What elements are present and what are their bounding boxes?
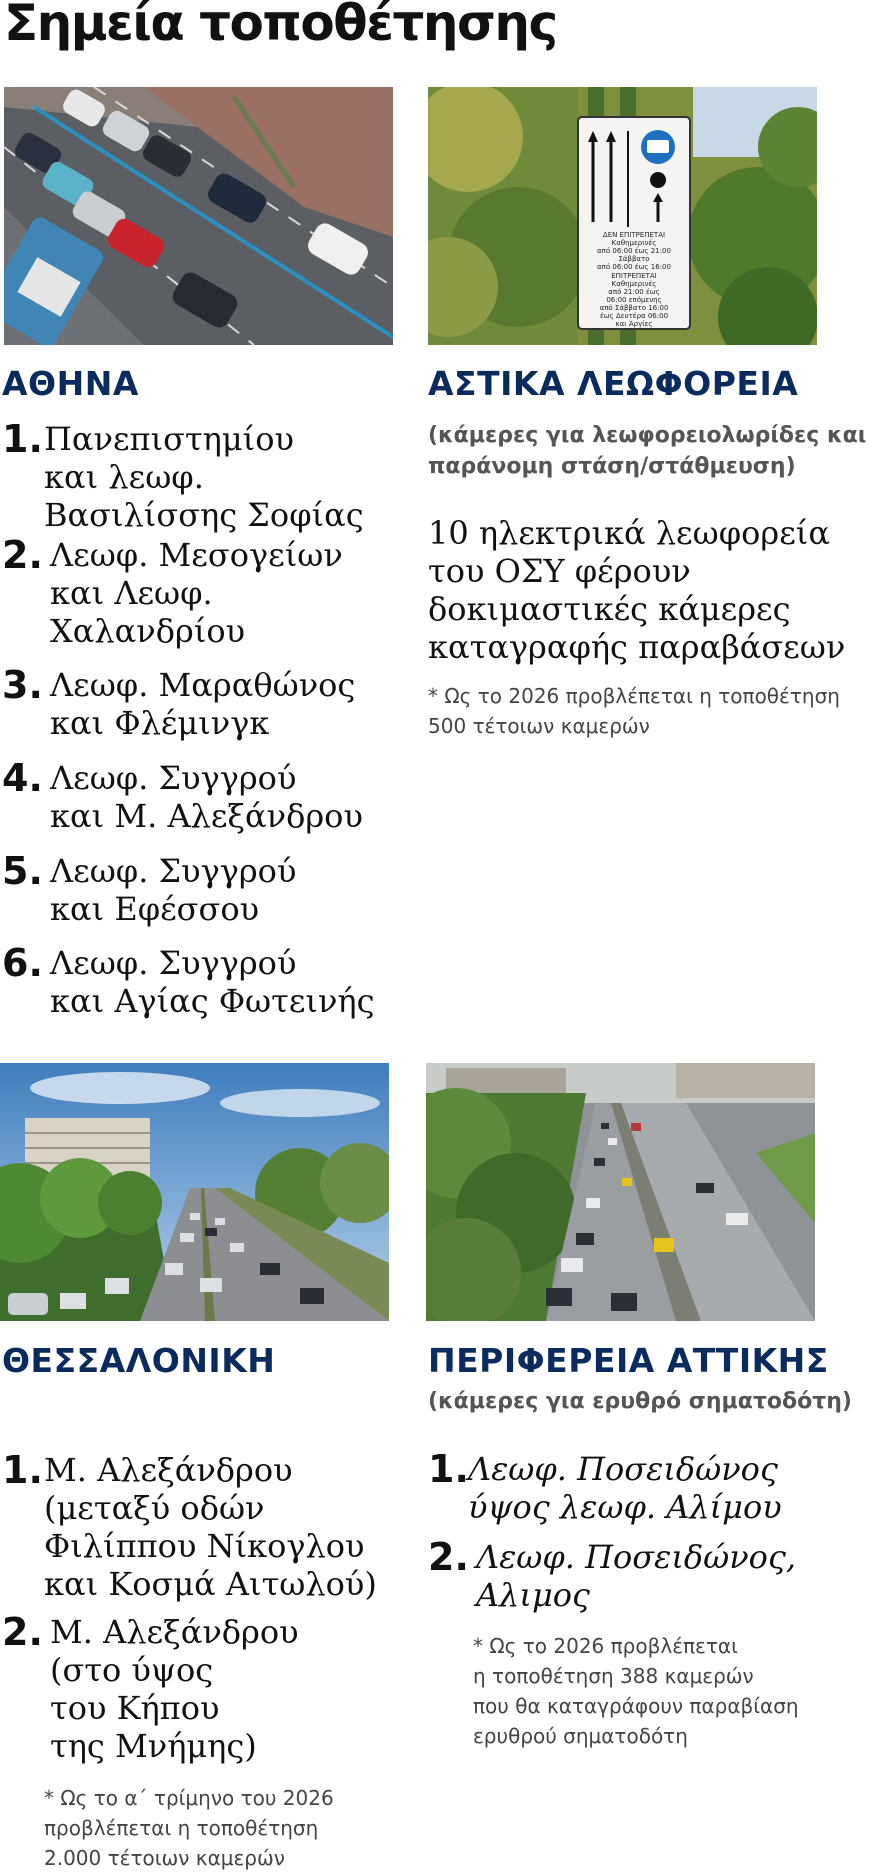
attica-heading: ΠΕΡΙΦΕΡΕΙΑ ΑΤΤΙΚΗΣ [428, 1341, 829, 1380]
sign-line-5: από 06:00 έως 16:00 [597, 263, 671, 271]
athens-item-4 [2, 756, 402, 852]
thessaloniki-list [2, 1448, 402, 1778]
athens-item-number: 6. [2, 941, 43, 985]
athens-item-number: 3. [2, 663, 43, 707]
thessaloniki-item-number: 2. [2, 1610, 43, 1654]
athens-item-text: Λεωφ. Συγγρού και Αγίας Φωτεινής [50, 944, 375, 1020]
athens-item-1 [2, 417, 402, 536]
sign-line-4: Σάββατο [618, 255, 650, 263]
athens-item-number: 4. [2, 756, 43, 800]
thessaloniki-item-text: Μ. Αλεξάνδρου (στο ύψος του Κήπου της Μνήμης) [50, 1613, 299, 1765]
athens-item-text: Λεωφ. Συγγρού και Μ. Αλεξάνδρου [50, 759, 363, 835]
attica-note: * Ως το 2026 προβλέπεται η τοποθέτηση 388 καμερών που θα καταγράφουν παραβίαση ερυθρού σηματοδότη [473, 1634, 799, 1748]
thessaloniki-note: * Ως το α΄ τρίμηνο του 2026 προβλέπεται η τοποθέτηση 2.000 τέτοιων καμερών [44, 1786, 334, 1870]
buses-subheading: (κάμερες για λεωφορειολωρίδες και παράνομη στάση/στάθμευση) [428, 423, 867, 479]
athens-item-text: Λεωφ. Μαραθώνος και Φλέμινγκ [50, 666, 356, 742]
sign-line-3: από 06:00 έως 21:00 [597, 247, 671, 255]
athens-item-3 [2, 663, 402, 759]
sign-line-2: Καθημερινές [611, 239, 657, 247]
sign-line-12: και Αργίες [615, 320, 653, 328]
attica-item-text: Λεωφ. Ποσειδώνος ύψος λεωφ. Αλίμου [468, 1450, 782, 1526]
buses-lead-text: 10 ηλεκτρικά λεωφορεία του ΟΣΥ φέρουν δοκιμαστικές κάμερες καταγραφής παραβάσεων [428, 514, 846, 666]
thessaloniki-item-number: 1. [2, 1448, 43, 1492]
athens-item-text: Πανεπιστημίου και λεωφ. Βασιλίσσης Σοφίας [44, 420, 364, 534]
attica-item-number: 2. [428, 1535, 469, 1579]
sign-line-6: ΕΠΙΤΡΕΠΕΤΑΙ [611, 272, 657, 280]
sign-line-7: Καθημερινές [611, 280, 657, 288]
athens-item-text: Λεωφ. Μεσογείων και Λεωφ. Χαλανδρίου [50, 536, 343, 650]
bus-lane-sign-photo [428, 87, 817, 345]
attica-item-text: Λεωφ. Ποσειδώνος, Αλιμος [476, 1538, 797, 1614]
attica-item-1 [428, 1447, 878, 1538]
athens-item-2 [2, 533, 402, 666]
thessaloniki-item-2 [2, 1610, 402, 1778]
sign-line-9: 06:00 επόμενης [606, 296, 662, 304]
attica-item-2 [428, 1535, 878, 1628]
athens-item-6 [2, 941, 402, 1024]
athens-list [2, 417, 402, 1024]
athens-item-number: 5. [2, 849, 43, 893]
attica-list [428, 1447, 878, 1628]
thessaloniki-heading: ΘΕΣΣΑΛΟΝΙΚΗ [2, 1341, 276, 1380]
athens-item-number: 1. [2, 417, 43, 461]
page-title: Σημεία τοποθέτησης [4, 0, 557, 52]
thessaloniki-item-1 [2, 1448, 402, 1613]
thessaloniki-avenue-photo [0, 1063, 389, 1321]
athens-item-text: Λεωφ. Συγγρού και Εφέσσου [50, 852, 297, 928]
buses-heading: ΑΣΤΙΚΑ ΛΕΩΦΟΡΕΙΑ [428, 364, 799, 403]
attica-item-number: 1. [428, 1447, 469, 1491]
poseidonos-avenue-photo [426, 1063, 815, 1321]
thessaloniki-item-text: Μ. Αλεξάνδρου (μεταξύ οδών Φιλίππου Νίκογλου και Κοσμά Αιτωλού) [44, 1451, 377, 1603]
athens-item-5 [2, 849, 402, 944]
attica-subheading: (κάμερες για ερυθρό σηματοδότη) [428, 1389, 852, 1414]
sign-line-8: από 21:00 έως [608, 288, 660, 296]
sign-line-1: ΔΕΝ ΕΠΙΤΡΕΠΕΤΑΙ [602, 231, 666, 239]
athens-item-number: 2. [2, 533, 43, 577]
athens-traffic-photo [4, 87, 393, 345]
athens-heading: ΑΘΗΝΑ [2, 364, 139, 403]
sign-line-10: από Σάββατο 16:00 [599, 304, 669, 312]
buses-note: * Ως το 2026 προβλέπεται η τοποθέτηση 500 τέτοιων καμερών [428, 684, 840, 738]
sign-line-11: έως Δευτέρα 06:00 [599, 312, 669, 320]
